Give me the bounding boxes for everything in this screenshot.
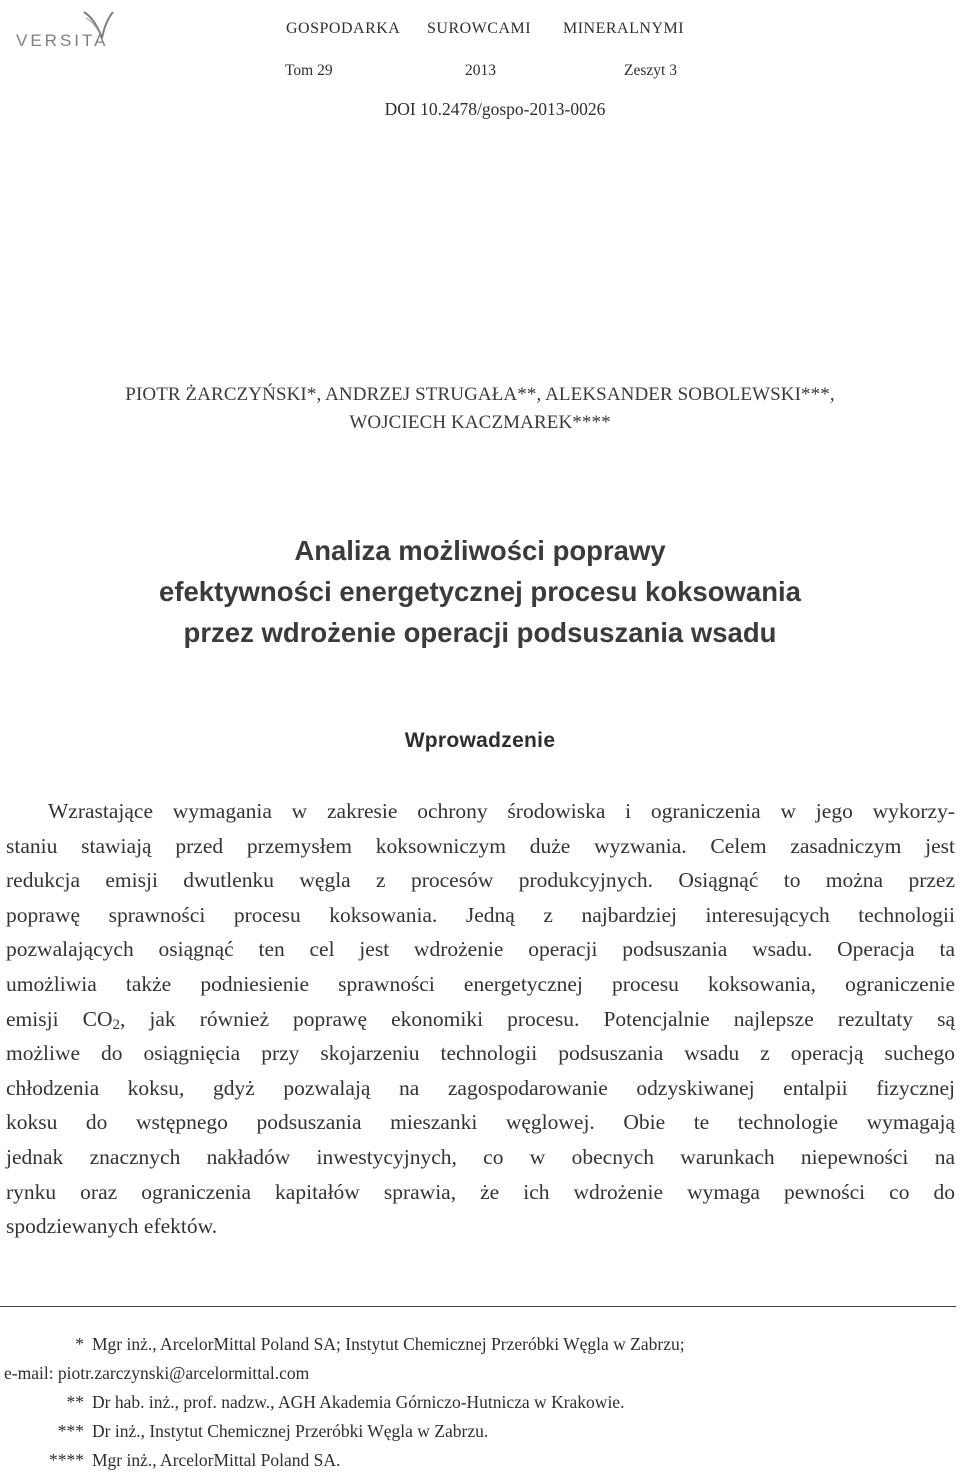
body-line: jednak znacznych nakładów inwestycyjnych, co w obecnych warunkach niepewności na	[6, 1144, 955, 1169]
authors-line-2: WOJCIECH KACZMAREK****	[349, 412, 611, 433]
footnote-mark: *	[75, 1334, 84, 1354]
journal-word-2: SUROWCAMI	[427, 20, 532, 37]
body-line: redukcja emisji dwutlenku węgla z procesów produkcyjnych. Osiągnąć to można przez	[6, 868, 955, 893]
issue-number: Zeszyt 3	[624, 62, 677, 79]
title-line-2: efektywności energetycznej procesu koksowania	[159, 576, 801, 607]
journal-word-1: GOSPODARKA	[286, 20, 401, 37]
footnote-1	[4, 1330, 954, 1359]
authors-line-1: PIOTR ŻARCZYŃSKI*, ANDRZEJ STRUGAŁA**, ALEKSANDER SOBOLEWSKI***,	[125, 384, 835, 405]
footnote-text: Mgr inż., ArcelorMittal Poland SA; Instytut Chemicznej Przeróbki Węgla w Zabrzu;	[92, 1334, 685, 1354]
title-line-1: Analiza możliwości poprawy	[294, 535, 666, 566]
year: 2013	[465, 62, 496, 79]
footnote-mark: ****	[49, 1450, 84, 1470]
body-line: chłodzenia koksu, gdyż pozwalają na zagospodarowanie odzyskiwanej entalpii fizycznej	[6, 1075, 955, 1100]
footnote-text: Dr inż., Instytut Chemicznej Przeróbki Węgla w Zabrzu.	[92, 1421, 489, 1441]
footnote-divider	[0, 1306, 956, 1307]
body-line: koksu do wstępnego podsuszania mieszanki węglowej. Obie te technologie wymagają	[6, 1110, 955, 1135]
body-line: Wzrastające wymagania w zakresie ochrony środowiska i ograniczenia w jego wykorzy-	[48, 799, 955, 823]
footnote-mark: **	[66, 1392, 84, 1412]
footnote-text: Dr hab. inż., prof. nadzw., AGH Akademia Górniczo-Hutnicza w Krakowie.	[92, 1392, 625, 1412]
body-line: poprawę sprawności procesu koksowania. Jedną z najbardziej interesujących technologii	[6, 902, 955, 927]
footnote-text: Mgr inż., ArcelorMittal Poland SA.	[92, 1450, 341, 1470]
journal-name	[286, 20, 686, 44]
footnote-4	[4, 1446, 954, 1475]
issue-line	[285, 62, 685, 84]
volume: Tom 29	[285, 62, 333, 79]
footnote-2	[4, 1388, 954, 1417]
footnote-3	[4, 1417, 954, 1446]
versita-logo	[14, 8, 114, 50]
authors	[0, 381, 960, 437]
body-line: pozwalających osiągnąć ten cel jest wdrożenie operacji podsuszania wsadu. Operacja ta	[6, 937, 955, 962]
body-line-co2	[6, 1002, 955, 1037]
paper-title	[0, 530, 960, 653]
title-line-3: przez wdrożenie operacji podsuszania wsadu	[183, 617, 777, 648]
body-line: umożliwia także podniesienie sprawności energetycznej procesu koksowania, ograniczenie	[6, 971, 955, 996]
body-line: rynku oraz ograniczenia kapitałów sprawia, że ich wdrożenie wymaga pewności co do	[6, 1179, 955, 1204]
journal-word-3: MINERALNYMI	[563, 20, 685, 37]
co2-subscript: 2	[112, 1016, 120, 1033]
footnote-mark: ***	[57, 1421, 84, 1441]
co2-prefix: emisji CO	[6, 1006, 113, 1031]
co2-suffix: , jak również poprawę ekonomiki procesu. Potencjalnie najlepsze rezultaty są	[119, 1006, 956, 1031]
body-paragraph	[6, 794, 955, 1244]
footnotes	[4, 1330, 954, 1475]
body-line: spodziewanych efektów.	[6, 1214, 218, 1239]
versita-logo-mark	[14, 8, 114, 50]
body-line: staniu stawiają przed przemysłem koksowniczym duże wyzwania. Celem zasadniczym jest	[6, 833, 955, 858]
footnote-1-email	[4, 1359, 954, 1388]
logo-text: VERSITA	[16, 31, 109, 50]
body-line: możliwe do osiągnięcia przy skojarzeniu technologii podsuszania wsadu z operacją suchego	[6, 1041, 955, 1066]
footnote-email: e-mail: piotr.zarczynski@arcelormittal.com	[4, 1363, 310, 1383]
doi: DOI 10.2478/gospo-2013-0026	[384, 99, 606, 119]
section-heading: Wprowadzenie	[404, 729, 556, 752]
